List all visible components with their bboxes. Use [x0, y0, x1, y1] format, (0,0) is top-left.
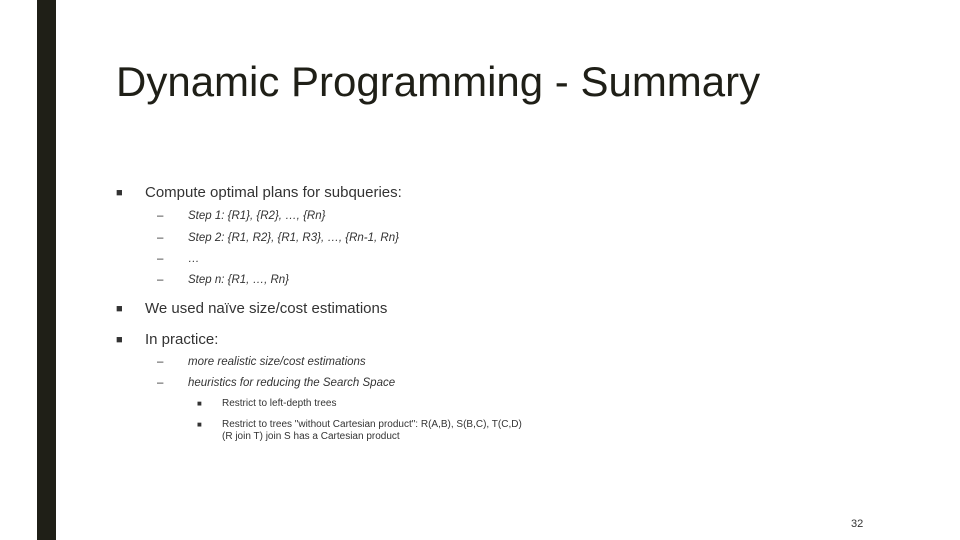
left-accent-bar [37, 0, 56, 540]
dash-bullet-icon: – [157, 210, 164, 222]
sub-sub-bullet-text-line-2: (R join T) join S has a Cartesian product [222, 431, 400, 442]
sub-bullet-text: Step 2: {R1, R2}, {R1, R3}, …, {Rn-1, Rn} [188, 232, 399, 244]
bullet-text: Compute optimal plans for subqueries: [145, 184, 402, 201]
square-bullet-icon: ■ [116, 334, 123, 346]
square-bullet-icon: ■ [197, 399, 202, 408]
dash-bullet-icon: – [157, 356, 164, 368]
dash-bullet-icon: – [157, 274, 164, 286]
dash-bullet-icon: – [157, 232, 164, 244]
bullet-text: We used naïve size/cost estimations [145, 300, 388, 317]
slide-title: Dynamic Programming - Summary [116, 58, 761, 105]
sub-bullet-text: Step 1: {R1}, {R2}, …, {Rn} [188, 210, 326, 222]
sub-sub-bullet-text: Restrict to trees "without Cartesian product": R(A,B), S(B,C), T(C,D) [222, 419, 522, 430]
sub-bullet-text: heuristics for reducing the Search Space [188, 377, 396, 389]
square-bullet-icon: ■ [116, 187, 123, 199]
dash-bullet-icon: – [157, 253, 164, 265]
sub-bullet-text: Step n: {R1, …, Rn} [188, 274, 290, 286]
page-number: 32 [851, 518, 864, 530]
sub-bullet-text: more realistic size/cost estimations [188, 356, 366, 368]
square-bullet-icon: ■ [116, 303, 123, 315]
bullet-text: In practice: [145, 331, 219, 348]
sub-sub-bullet-text: Restrict to left-depth trees [222, 398, 337, 409]
square-bullet-icon: ■ [197, 420, 202, 429]
dash-bullet-icon: – [157, 377, 164, 389]
sub-bullet-text: … [188, 253, 200, 265]
